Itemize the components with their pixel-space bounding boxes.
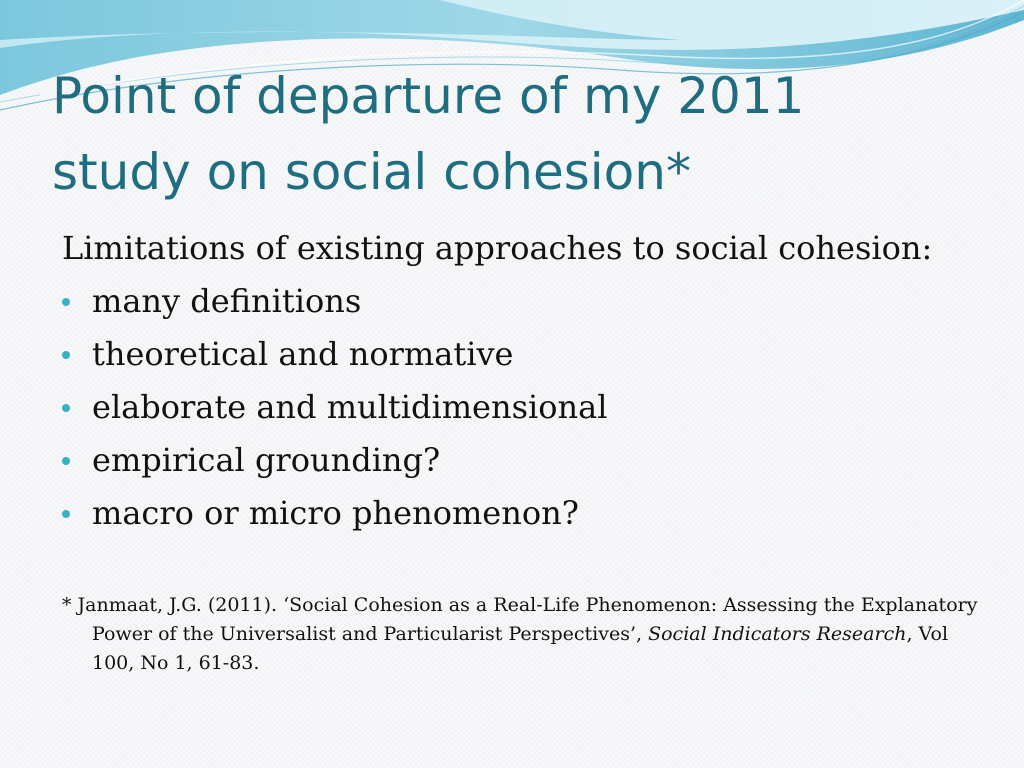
- list-item-text: macro or micro phenomenon?: [92, 494, 579, 532]
- bullet-list: [62, 275, 982, 540]
- list-item-text: theoretical and normative: [92, 335, 514, 373]
- reference-footnote: [62, 591, 992, 678]
- slide-title-line-1: Point of departure of my 2011: [52, 67, 805, 125]
- reference-journal-b: Indicators Research: [712, 623, 907, 645]
- reference-volume: , Vol 100, No 1, 61-83.: [92, 623, 949, 674]
- slide-body: [62, 222, 982, 540]
- list-item-text: elaborate and multidimensional: [92, 388, 608, 426]
- list-item-text: many definitions: [92, 282, 362, 320]
- slide-title-line-2: study on social cohesion*: [52, 143, 691, 201]
- reference-text: * Janmaat, J.G. (2011). ‘Social Cohesion as a Real-Life Phenomenon: Assessing the Explanatory Power of the Universalist and Particularist Perspectives’,: [62, 594, 978, 645]
- list-item: [62, 275, 982, 328]
- bullet-dot-icon: [62, 351, 70, 359]
- list-item-text: empirical grounding?: [92, 441, 441, 479]
- bullet-dot-icon: [62, 457, 70, 465]
- list-item: [62, 487, 982, 540]
- intro-text: Limitations of existing approaches to social cohesion:: [62, 229, 933, 267]
- list-item: [62, 434, 982, 487]
- bullet-dot-icon: [62, 298, 70, 306]
- reference-journal-a: Social: [648, 623, 707, 645]
- bullet-dot-icon: [62, 510, 70, 518]
- bullet-dot-icon: [62, 404, 70, 412]
- list-item: [62, 381, 982, 434]
- list-item: [62, 328, 982, 381]
- slide-title: [52, 58, 992, 210]
